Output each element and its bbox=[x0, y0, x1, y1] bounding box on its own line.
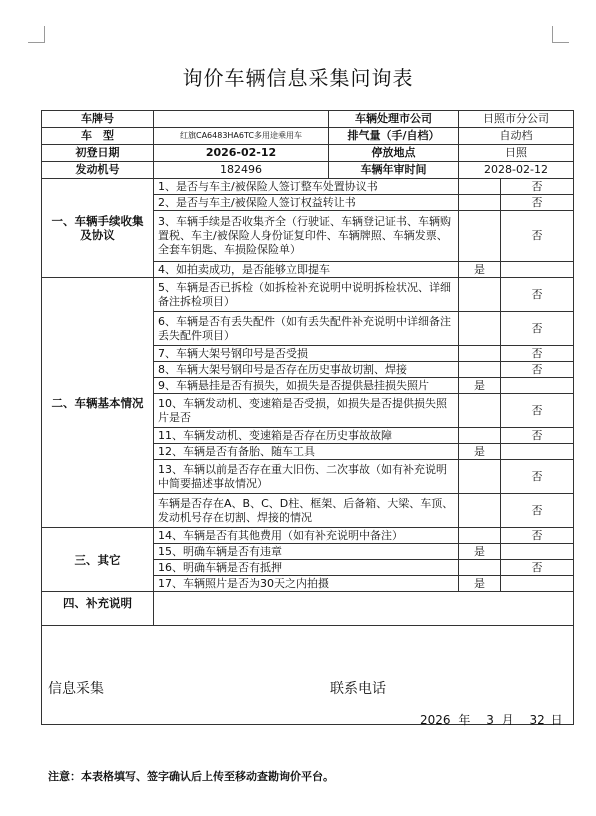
footer-note: 注意：本表格填写、签字确认后上传至移动查勘询价平台。 bbox=[48, 770, 334, 783]
answer-yes bbox=[459, 528, 501, 544]
crop-mark-top-right bbox=[552, 26, 569, 43]
answer-yes: 是 bbox=[459, 262, 501, 278]
answer-yes bbox=[459, 195, 501, 211]
inquiry-form-table bbox=[41, 110, 574, 725]
date-day: 32 bbox=[529, 713, 545, 727]
answer-no: 否 bbox=[501, 428, 574, 444]
label-plate: 车牌号 bbox=[42, 111, 154, 128]
answer-yes bbox=[459, 460, 501, 494]
date-line bbox=[420, 711, 563, 728]
supplement-notes-field[interactable] bbox=[154, 592, 574, 626]
header-row bbox=[42, 128, 574, 145]
table-row bbox=[42, 592, 574, 626]
section-other: 三、其它 bbox=[42, 528, 154, 592]
answer-no bbox=[501, 378, 574, 394]
answer-no bbox=[501, 444, 574, 460]
answer-yes: 是 bbox=[459, 378, 501, 394]
item-text: 9、车辆悬挂是否有损失，如损失是否提供悬挂损失照片 bbox=[154, 378, 459, 394]
item-text: 14、车辆是否有其他费用（如有补充说明中备注） bbox=[154, 528, 459, 544]
item-text: 3、车辆手续是否收集齐全（行驶证、车辆登记证书、车辆购置税、车主/被保险人身份证复印件、车辆牌照、车辆发票、全套车钥匙、车损险保险单） bbox=[154, 211, 459, 262]
answer-no bbox=[501, 262, 574, 278]
answer-no: 否 bbox=[501, 195, 574, 211]
item-text: 6、车辆是否有丢失配件（如有丢失配件补充说明中详细备注丢失配件项目） bbox=[154, 312, 459, 346]
answer-yes: 是 bbox=[459, 544, 501, 560]
item-text: 17、车辆照片是否为30天之内拍摄 bbox=[154, 576, 459, 592]
answer-yes: 是 bbox=[459, 444, 501, 460]
answer-no: 否 bbox=[501, 312, 574, 346]
answer-no: 否 bbox=[501, 528, 574, 544]
table-row bbox=[42, 528, 574, 544]
answer-no bbox=[501, 544, 574, 560]
crop-mark-top-left bbox=[28, 26, 45, 43]
item-text: 2、是否与车主/被保险人签订权益转让书 bbox=[154, 195, 459, 211]
answer-yes: 是 bbox=[459, 576, 501, 592]
value-city-company: 日照市分公司 bbox=[459, 111, 574, 128]
answer-yes bbox=[459, 211, 501, 262]
table-row bbox=[42, 626, 574, 725]
label-engine-number: 发动机号 bbox=[42, 162, 154, 179]
table-row bbox=[42, 278, 574, 312]
value-parking-location: 日照 bbox=[459, 145, 574, 162]
answer-no: 否 bbox=[501, 494, 574, 528]
date-month-unit: 月 bbox=[501, 713, 514, 727]
date-day-unit: 日 bbox=[550, 713, 563, 727]
label-annual-inspection: 车辆年审时间 bbox=[329, 162, 459, 179]
answer-no: 否 bbox=[501, 362, 574, 378]
label-city-company: 车辆处理市公司 bbox=[329, 111, 459, 128]
value-transmission: 自动档 bbox=[459, 128, 574, 145]
collector-label: 信息采集 bbox=[48, 681, 104, 697]
answer-yes bbox=[459, 362, 501, 378]
item-text: 10、车辆发动机、变速箱是否受损，如损失是否提供损失照片是否 bbox=[154, 394, 459, 428]
date-year-unit: 年 bbox=[458, 713, 471, 727]
section-supplement: 四、补充说明 bbox=[42, 592, 154, 626]
answer-yes bbox=[459, 494, 501, 528]
answer-yes bbox=[459, 278, 501, 312]
item-text: 8、车辆大架号钢印号是否存在历史事故切割、焊接 bbox=[154, 362, 459, 378]
value-model: 红旗CA6483HA6TC多用途乘用车 bbox=[154, 128, 329, 145]
form-title: 询价车辆信息采集问询表 bbox=[182, 66, 414, 90]
answer-yes bbox=[459, 560, 501, 576]
value-engine-number: 182496 bbox=[154, 162, 329, 179]
label-first-registration: 初登日期 bbox=[42, 145, 154, 162]
item-text: 4、如拍卖成功，是否能够立即提车 bbox=[154, 262, 459, 278]
answer-yes bbox=[459, 312, 501, 346]
item-text: 13、车辆以前是否存在重大旧伤、二次事故（如有补充说明中简要描述事故情况） bbox=[154, 460, 459, 494]
phone-label: 联系电话 bbox=[330, 681, 386, 697]
answer-no: 否 bbox=[501, 211, 574, 262]
value-plate bbox=[154, 111, 329, 128]
answer-no bbox=[501, 576, 574, 592]
answer-no: 否 bbox=[501, 394, 574, 428]
answer-no: 否 bbox=[501, 278, 574, 312]
section-basic-condition: 二、车辆基本情况 bbox=[42, 278, 154, 528]
item-text: 11、车辆发动机、变速箱是否存在历史事故故障 bbox=[154, 428, 459, 444]
label-parking-location: 停放地点 bbox=[329, 145, 459, 162]
item-text: 7、车辆大架号钢印号是否受损 bbox=[154, 346, 459, 362]
value-annual-inspection: 2028-02-12 bbox=[459, 162, 574, 179]
answer-yes bbox=[459, 394, 501, 428]
item-text: 1、是否与车主/被保险人签订整车处置协议书 bbox=[154, 179, 459, 195]
date-year: 2026 bbox=[420, 713, 451, 727]
answer-no: 否 bbox=[501, 460, 574, 494]
item-text: 12、车辆是否有备胎、随车工具 bbox=[154, 444, 459, 460]
value-first-registration: 2026-02-12 bbox=[154, 145, 329, 162]
answer-yes bbox=[459, 346, 501, 362]
answer-no: 否 bbox=[501, 560, 574, 576]
item-text: 车辆是否存在A、B、C、D柱、框架、后备箱、大梁、车顶、发动机号存在切割、焊接的情况 bbox=[154, 494, 459, 528]
label-transmission: 排气量（手/自档） bbox=[329, 128, 459, 145]
answer-no: 否 bbox=[501, 179, 574, 195]
item-text: 15、明确车辆是否有违章 bbox=[154, 544, 459, 560]
table-row bbox=[42, 179, 574, 195]
header-row bbox=[42, 111, 574, 128]
label-model: 车 型 bbox=[42, 128, 154, 145]
signature-area[interactable] bbox=[42, 626, 574, 725]
date-month: 3 bbox=[486, 713, 494, 727]
answer-no: 否 bbox=[501, 346, 574, 362]
header-row bbox=[42, 145, 574, 162]
section-documents: 一、车辆手续收集及协议 bbox=[42, 179, 154, 278]
answer-yes bbox=[459, 179, 501, 195]
header-row bbox=[42, 162, 574, 179]
answer-yes bbox=[459, 428, 501, 444]
item-text: 5、车辆是否已拆检（如拆检补充说明中说明拆检状况、详细备注拆检项目） bbox=[154, 278, 459, 312]
item-text: 16、明确车辆是否有抵押 bbox=[154, 560, 459, 576]
